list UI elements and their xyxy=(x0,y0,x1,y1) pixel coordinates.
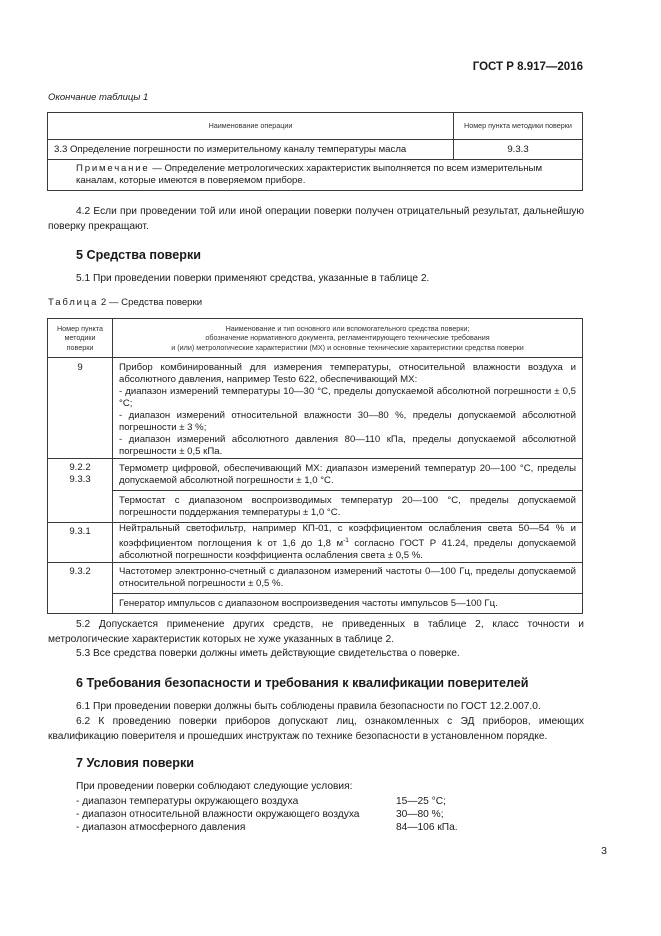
condition-row xyxy=(76,808,496,821)
means-row-clause: 9.3.1 xyxy=(48,523,113,563)
means-row-description xyxy=(113,523,583,563)
means-row-description: Прибор комбинированный для измерения температуры, относительной влажности воздуха и абсолютного давления, например Testo 622, обеспечивающий МХ: - диапазон измерений температуры 10—30 °С, пределы допускаемой абсолютной погрешности ± 0,5 °С; - диапазон измерений относительной влажности 30—80 %, пределы допускаемой абсолютной погрешности ± 3 %; - диапазон измерений абсолютного давления 80—110 кПа, пределы допускаемой абсолютной погрешности ± 0,5 кПа. xyxy=(113,358,583,459)
means-table xyxy=(47,318,583,614)
paragraph-5-1: 5.1 При проведении поверки применяют средства, указанные в таблице 2. xyxy=(76,273,430,284)
condition-label: - диапазон атмосферного давления xyxy=(76,822,246,833)
paragraph-6-2: 6.2 К проведению поверки приборов допускают лиц, ознакомленных с ЭД приборов, имеющих квалификацию поверителя и прошедших инструктаж по технике безопасности в установленном порядке. xyxy=(48,716,584,742)
condition-value: 30—80 %; xyxy=(396,809,444,820)
means-row-description: Генератор импульсов с диапазоном воспроизведения частоты импульсов 5—100 Гц. xyxy=(113,594,583,614)
means-col-header-line1: Наименование и тип основного или вспомогательного средства поверки; xyxy=(225,323,470,333)
means-row-clause: 9.2.2 9.3.3 xyxy=(48,459,113,523)
table2-caption-label: Таблица xyxy=(48,297,99,308)
filter-text-start: Нейтральный светофильтр, например КП-01, с коэффициентом ослабления света 50—54 % и коэффициентом поглощения k от 1,6 до 1,8 м xyxy=(119,523,576,550)
means-row-description: Термометр цифровой, обеспечивающий МХ: диапазон измерений температур 20—100 °С, пределы допускаемой абсолютной погрешности ± 1,0 °С. xyxy=(113,459,583,491)
condition-row xyxy=(76,821,496,834)
paragraph-5-3: 5.3 Все средства поверки должны иметь действующие свидетельства о поверке. xyxy=(76,648,460,659)
paragraph-4-2: 4.2 Если при проведении той или иной операции поверки получен отрицательный результат, дальнейшую поверку прекращают. xyxy=(48,206,584,232)
condition-value: 84—106 кПа. xyxy=(396,822,458,833)
filter-text-end: согласно ГОСТ Р 41.24, пределы допускаемой абсолютной погрешности коэффициента ослабления света ± 0,5 %. xyxy=(119,538,576,562)
table1-caption: Окончание таблицы 1 xyxy=(48,92,149,103)
means-col-header-description xyxy=(113,319,583,358)
col-header-operation: Наименование операции xyxy=(48,113,454,140)
means-col-header-clause-line1: Номер пункта xyxy=(56,323,103,333)
table2-caption-text: 2 — Средства поверки xyxy=(98,297,203,308)
document-code: ГОСТ Р 8.917—2016 xyxy=(472,61,583,73)
operation-name-cell: 3.3 Определение погрешности по измерительному каналу температуры масла xyxy=(48,140,454,160)
means-col-header-clause xyxy=(48,319,113,358)
means-row-description: Термостат с диапазоном воспроизводимых температур 20—100 °С, пределы допускаемой погрешности поддержания температуры ± 1,0 °С. xyxy=(113,491,583,523)
means-col-header-clause-line3: поверки xyxy=(66,342,94,352)
condition-value: 15—25 °С; xyxy=(396,796,446,807)
section-6-title: 6 Требования безопасности и требования к квалификации поверителей xyxy=(76,676,529,690)
note-text: — Определение метрологических характеристик выполняется по всем измерительным каналам, которые имеются в поверяемом приборе. xyxy=(76,163,543,186)
condition-row xyxy=(76,795,496,808)
page-number: 3 xyxy=(601,845,607,857)
note-label: Примечание xyxy=(76,163,150,174)
paragraph-5-2: 5.2 Допускается применение других средств, не приведенных в таблице 2, класс точности и метрологические характеристик которых не хуже указанных в таблице 2. xyxy=(48,619,584,645)
table1-note xyxy=(48,160,583,191)
condition-label: - диапазон относительной влажности окружающего воздуха xyxy=(76,809,360,820)
paragraph-6-1: 6.1 При проведении поверки должны быть соблюдены правила безопасности по ГОСТ 12.2.007.0. xyxy=(76,701,541,712)
table2-caption xyxy=(48,297,202,308)
means-col-header-line2: обозначение нормативного документа, регламентирующего технические требования xyxy=(205,333,490,343)
col-header-clause: Номер пункта методики поверки xyxy=(454,113,583,140)
condition-label: - диапазон температуры окружающего воздуха xyxy=(76,796,299,807)
means-row-clause: 9 xyxy=(48,358,113,459)
means-row-description: Частотомер электронно-счетный с диапазоном измерений частоты 0—100 Гц, пределы допускаемой относительной погрешности ± 0,5 %. xyxy=(113,563,583,594)
section-5-title: 5 Средства поверки xyxy=(76,248,201,262)
means-row-clause: 9.3.2 xyxy=(48,563,113,614)
operations-table-end xyxy=(47,112,583,191)
operation-clause-cell: 9.3.3 xyxy=(454,140,583,160)
means-col-header-clause-line2: методики xyxy=(64,333,96,343)
means-col-header-line3: и (или) метрологические характеристики (МХ) и основные технические характеристики средства поверки xyxy=(171,342,524,352)
section-7-title: 7 Условия поверки xyxy=(76,756,195,770)
superscript-minus-one: -1 xyxy=(343,537,349,544)
conditions-intro: При проведении поверки соблюдают следующие условия: xyxy=(76,781,353,792)
